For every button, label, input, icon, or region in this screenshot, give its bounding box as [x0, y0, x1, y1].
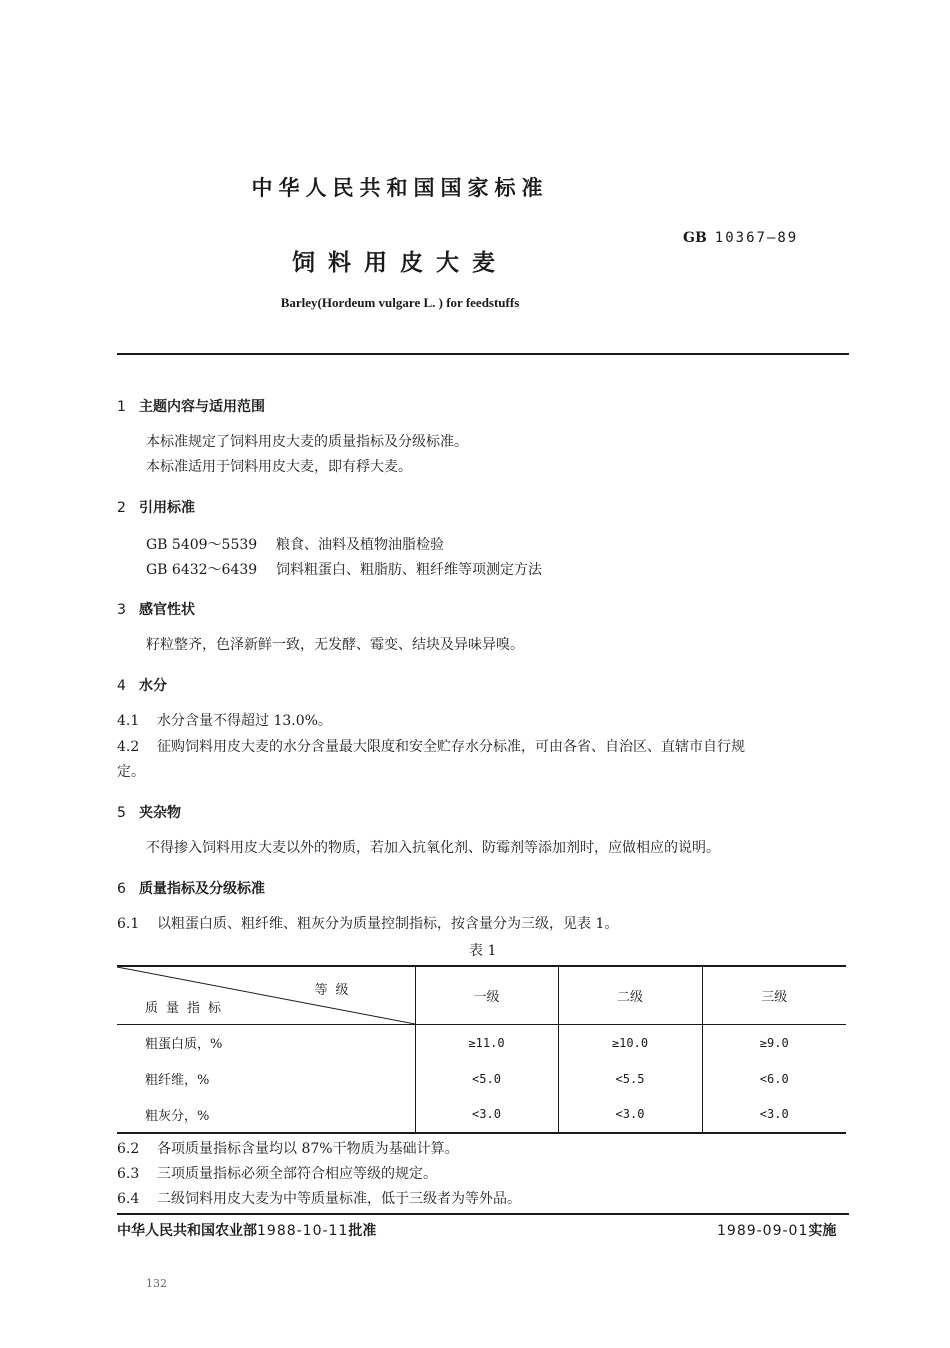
quality-grade-table — [117, 965, 846, 1134]
clause-6-2 — [117, 1139, 459, 1159]
table-cell: <3.0 — [702, 1097, 846, 1133]
corner-label-grade: 等级 — [314, 983, 357, 998]
clause-4-2 — [117, 737, 745, 757]
table-cell: <5.5 — [558, 1061, 702, 1097]
section-heading-5 — [117, 802, 181, 822]
table-cell: <3.0 — [558, 1097, 702, 1133]
section-number: 2 — [117, 500, 126, 516]
clause-text: 各项质量指标含量均以 87%干物质为基础计算。 — [157, 1141, 459, 1157]
reference-code: GB 5409～5539 — [146, 537, 258, 553]
effective-word: 实施 — [808, 1223, 837, 1239]
table-corner-cell — [117, 966, 415, 1025]
clause-text: 三项质量指标必须全部符合相应等级的规定。 — [157, 1166, 437, 1182]
reference-item — [146, 559, 542, 579]
section-number: 6 — [117, 881, 126, 897]
clause-4-2-continued: 定。 — [117, 764, 145, 780]
clause-4-1 — [117, 711, 332, 731]
clause-number: 4.1 — [117, 713, 140, 729]
page-number: 132 — [146, 1277, 167, 1290]
clause-text: 征购饲料用皮大麦的水分含量最大限度和安全贮存水分标准，可由各省、自治区、直辖市自行规 — [157, 739, 745, 755]
document-title-en: Barley(Hordeum vulgare L. ) for feedstuffs — [280, 295, 520, 310]
table-cell: <3.0 — [415, 1097, 558, 1133]
section-heading-3 — [117, 599, 195, 619]
table-cell: <6.0 — [702, 1061, 846, 1097]
section-title: 水分 — [139, 678, 167, 694]
clause-text: 水分含量不得超过 13.0%。 — [157, 713, 332, 729]
section-title: 感官性状 — [139, 602, 195, 618]
approval-date: 1988-10-11 — [257, 1223, 349, 1239]
paragraph: 籽粒整齐，色泽新鲜一致，无发酵、霉变、结块及异味异嗅。 — [146, 637, 524, 653]
table-header-row — [117, 966, 846, 1025]
clause-6-4 — [117, 1189, 521, 1209]
column-header-grade-3: 三级 — [702, 966, 846, 1025]
issuing-body-title: 中华人民共和国国家标准 — [251, 176, 549, 200]
section-heading-4 — [117, 675, 167, 695]
section-number: 4 — [117, 678, 126, 694]
section-heading-2 — [117, 497, 195, 517]
section-title: 质量指标及分级标准 — [139, 881, 265, 897]
clause-text: 以粗蛋白质、粗纤维、粗灰分为质量控制指标，按含量分为三级，见表 1。 — [157, 916, 619, 932]
section-title: 主题内容与适用范围 — [139, 399, 265, 415]
table-cell: <5.0 — [415, 1061, 558, 1097]
paragraph: 本标准适用于饲料用皮大麦，即有稃大麦。 — [146, 459, 412, 475]
clause-6-3 — [117, 1164, 437, 1184]
column-header-grade-1: 一级 — [415, 966, 558, 1025]
clause-number: 4.2 — [117, 739, 140, 755]
section-title: 引用标准 — [139, 500, 195, 516]
footer-rule — [117, 1213, 849, 1215]
effective-line — [717, 1220, 836, 1240]
table-row — [117, 1061, 846, 1097]
effective-date: 1989-09-01 — [717, 1223, 809, 1239]
table-cell: ≥11.0 — [415, 1025, 558, 1061]
section-heading-1 — [117, 396, 265, 416]
table-caption: 表 1 — [469, 943, 497, 959]
section-title: 夹杂物 — [139, 805, 181, 821]
reference-item — [146, 534, 444, 554]
column-header-grade-2: 二级 — [558, 966, 702, 1025]
row-label: 粗纤维，% — [145, 1073, 210, 1088]
table-row — [117, 1097, 846, 1133]
section-number: 1 — [117, 399, 126, 415]
clause-number: 6.3 — [117, 1166, 140, 1182]
section-number: 5 — [117, 805, 126, 821]
table-cell: ≥10.0 — [558, 1025, 702, 1061]
standard-number-value: 10367—89 — [714, 230, 799, 246]
paragraph: 不得掺入饲料用皮大麦以外的物质，若加入抗氧化剂、防霉剂等添加剂时，应做相应的说明。 — [146, 840, 720, 856]
table-row — [117, 1025, 846, 1061]
standard-prefix: GB — [683, 230, 707, 246]
clause-number: 6.2 — [117, 1141, 140, 1157]
reference-code: GB 6432～6439 — [146, 562, 258, 578]
approval-line — [117, 1220, 376, 1240]
row-label: 粗蛋白质，% — [145, 1037, 223, 1053]
reference-title: 饲料粗蛋白、粗脂肪、粗纤维等项测定方法 — [276, 562, 542, 578]
clause-number: 6.4 — [117, 1191, 140, 1207]
paragraph: 本标准规定了饲料用皮大麦的质量指标及分级标准。 — [146, 434, 468, 450]
document-title-cn: 饲料用皮大麦 — [292, 250, 508, 276]
table-cell: ≥9.0 — [702, 1025, 846, 1061]
section-number: 3 — [117, 602, 126, 618]
reference-title: 粮食、油料及植物油脂检验 — [276, 537, 444, 553]
row-label: 粗灰分，% — [145, 1108, 210, 1124]
approval-org: 中华人民共和国农业部 — [117, 1223, 257, 1239]
section-heading-6 — [117, 878, 265, 898]
corner-label-indicator: 质量指标 — [145, 1001, 230, 1016]
approval-word: 批准 — [348, 1223, 377, 1239]
clause-text: 二级饲料用皮大麦为中等质量标准，低于三级者为等外品。 — [157, 1191, 521, 1207]
clause-6-1 — [117, 914, 618, 934]
clause-number: 6.1 — [117, 916, 140, 932]
header-rule — [117, 353, 849, 355]
